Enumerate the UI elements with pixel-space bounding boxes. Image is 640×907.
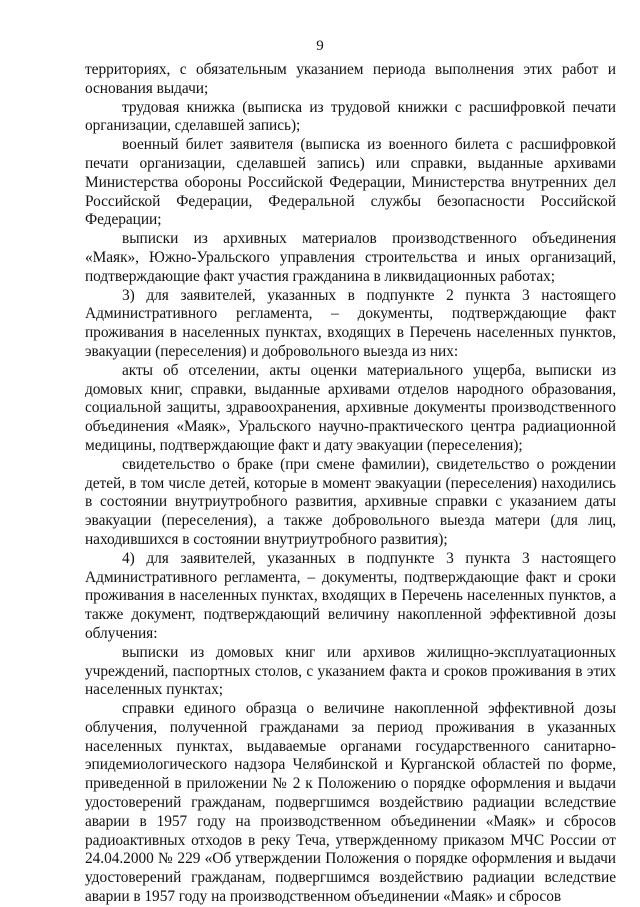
- paragraph-resettlement-acts: акты об отселении, акты оценки материального ущерба, выписки из домовых книг, справки, выданные архивами отделов народного образования, социальной защиты, здравоохранения, архивные документы производственного объединения «Маяк», Уральского научно-практического центра радиационной медицины, подтверждающие факт и дату эвакуации (переселения);: [85, 361, 616, 454]
- paragraph-marriage-birth-certificates: свидетельство о браке (при смене фамилии), свидетельство о рождении детей, в том числе детей, которые в момент эвакуации (переселения) находились в состоянии внутриутробного развития, архивные справки с указанием даты эвакуации (переселения), а также добровольного выезда матери (для лиц, находившихся в состоянии внутриутробного развития);: [85, 455, 616, 548]
- page-number: 9: [316, 38, 324, 54]
- paragraph-item-3-residence: 3) для заявителей, указанных в подпункте 2 пункта 3 настоящего Административного регламента, – документы, подтверждающие факт проживания в населенных пунктах, входящих в Перечень населенных пунктов, эвакуации (переселения) и добровольного выезда из них:: [85, 286, 616, 360]
- paragraph-work-record-book: трудовая книжка (выписка из трудовой книжки с расшифровкой печати организации, сделавшей запись);: [85, 98, 616, 135]
- paragraph-house-book-extracts: выписки из домовых книг или архивов жилищно-эксплуатационных учреждений, паспортных столов, с указанием факта и сроков проживания в этих населенных пунктах;: [85, 643, 616, 699]
- document-body: [85, 61, 616, 907]
- paragraph-item-4-residence-dose: 4) для заявителей, указанных в подпункте 3 пункта 3 настоящего Административного регламента, – документы, подтверждающие факт и сроки проживания в населенных пунктах, входящих в Перечень населенных пунктов, а также документ, подтверждающий величину накопленной эффективной дозы облучения:: [85, 549, 616, 642]
- paragraph-territories-continuation: территориях, с обязательным указанием периода выполнения этих работ и основания выдачи;: [85, 61, 616, 97]
- paragraph-archive-extracts-mayak: выписки из архивных материалов производственного объединения «Маяк», Южно-Уральского управления строительства и иных организаций, подтверждающие факт участия гражданина в ликвидационных работах;: [85, 230, 616, 285]
- paragraph-military-id: военный билет заявителя (выписка из военного билета с расшифровкой печати организации, сделавшей запись) или справки, выданные архивами Министерства обороны Российской Федерации, Министерства внутренних дел Российской Федерации, Федеральной службы безопасности Российской Федерации;: [85, 136, 616, 229]
- paragraph-dose-certificates: справки единого образца о величине накопленной эффективной дозы облучения, полученной гражданами за период проживания в указанных населенных пунктах, выдаваемые органами государственного санитарно-эпидемиологического надзора Челябинской и Курганской областей по форме, приведенной в приложении № 2 к Положению о порядке оформления и выдачи удостоверений гражданам, подвергшимся воздействию радиации вследствие аварии в 1957 году на производственном объединении «Маяк» и сбросов радиоактивных отходов в реку Теча, утвержденному приказом МЧС России от 24.04.2000 № 229 «Об утверждении Положения о порядке оформления и выдачи удостоверений гражданам, подвергшимся воздействию радиации вследствие аварии в 1957 году на производственном объединении «Маяк» и сбросов: [85, 700, 616, 906]
